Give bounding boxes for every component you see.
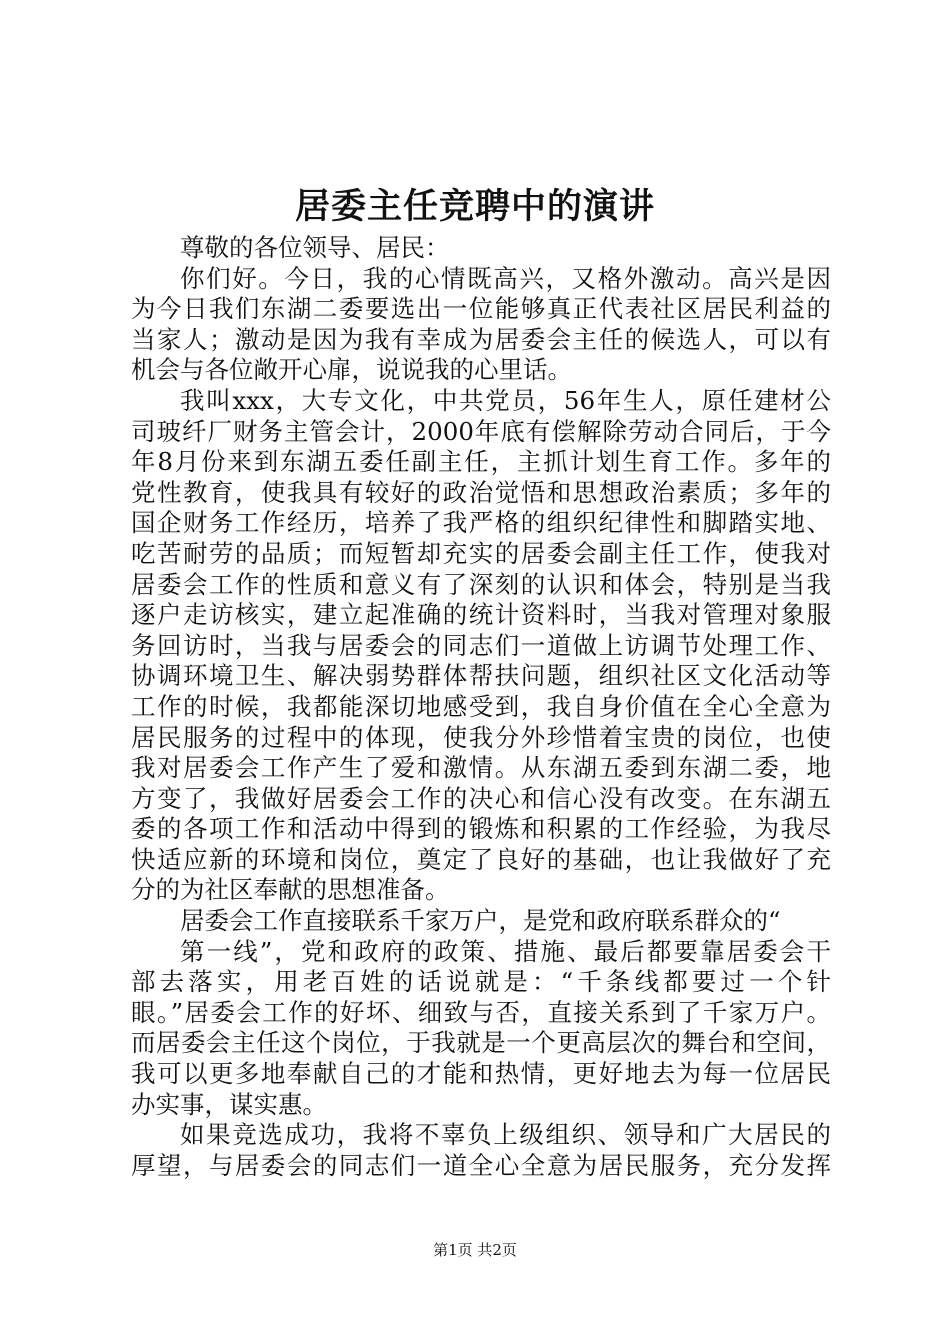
text-line: 国企财务工作经历，培养了我严格的组织纪律性和脚踏实地、 bbox=[131, 508, 831, 538]
text-line: 机会与各位敞开心扉，说说我的心里话。 bbox=[131, 355, 572, 385]
text-line: 党性教育，使我具有较好的政治觉悟和思想政治素质；多年的 bbox=[131, 477, 831, 507]
text-line: 居委会工作直接联系千家万户，是党和政府联系群众的“ bbox=[180, 906, 781, 936]
text-line: 逐户走访核实，建立起准确的统计资料时，当我对管理对象服 bbox=[131, 600, 831, 630]
text-line: 居民服务的过程中的体现，使我分外珍惜着宝贵的岗位，也使 bbox=[131, 722, 831, 752]
text-line: 工作的时候，我都能深切地感受到，我自身价值在全心全意为 bbox=[131, 691, 831, 721]
text-line: 办实事，谋实惠。 bbox=[131, 1089, 327, 1119]
text-line: 我对居委会工作产生了爱和激情。从东湖五委到东湖二委，地 bbox=[131, 753, 831, 783]
text-line: 部去落实，用老百姓的话说就是：“千条线都要过一个针 bbox=[131, 967, 831, 997]
document-title: 居委主任竞聘中的演讲 bbox=[294, 186, 655, 227]
text-line: 分的为社区奉献的思想准备。 bbox=[131, 875, 450, 905]
text-line: 司玻纤厂财务主管会计，2000年底有偿解除劳动合同后，于今 bbox=[131, 416, 831, 446]
document-body bbox=[131, 233, 831, 1181]
text-line: 委的各项工作和活动中得到的锻炼和积累的工作经验，为我尽 bbox=[131, 814, 831, 844]
text-line: 当家人；激动是因为我有幸成为居委会主任的候选人，可以有 bbox=[131, 324, 831, 354]
text-line: 快适应新的环境和岗位，奠定了良好的基础，也让我做好了充 bbox=[131, 844, 831, 874]
text-line: 年8月份来到东湖五委任副主任，主抓计划生育工作。多年的 bbox=[131, 447, 831, 477]
text-line: 尊敬的各位领导、居民： bbox=[180, 233, 450, 262]
text-line: 第一线”，党和政府的政策、措施、最后都要靠居委会干 bbox=[180, 936, 831, 966]
text-line: 务回访时，当我与居委会的同志们一道做上访调节处理工作、 bbox=[131, 630, 831, 660]
text-line: 厚望，与居委会的同志们一道全心全意为居民服务，充分发挥 bbox=[131, 1150, 831, 1180]
text-line: 协调环境卫生、解决弱势群体帮扶问题，组织社区文化活动等 bbox=[131, 661, 831, 691]
text-line: 我叫xxx，大专文化，中共党员，56年生人，原任建材公 bbox=[180, 385, 831, 415]
page-footer: 第1页 共2页 bbox=[433, 1241, 517, 1259]
text-line: 吃苦耐劳的品质；而短暂却充实的居委会副主任工作，使我对 bbox=[131, 538, 831, 568]
text-line: 方变了，我做好居委会工作的决心和信心没有改变。在东湖五 bbox=[131, 783, 831, 813]
text-line: 眼。”居委会工作的好坏、细致与否，直接关系到了千家万户。 bbox=[131, 997, 831, 1027]
text-line: 而居委会主任这个岗位，于我就是一个更高层次的舞台和空间， bbox=[131, 1028, 831, 1058]
text-line: 我可以更多地奉献自己的才能和热情，更好地去为每一位居民 bbox=[131, 1059, 831, 1089]
text-line: 你们好。今日，我的心情既高兴，又格外激动。高兴是因 bbox=[180, 263, 831, 293]
text-line: 居委会工作的性质和意义有了深刻的认识和体会，特别是当我 bbox=[131, 569, 831, 599]
text-line: 为今日我们东湖二委要选出一位能够真正代表社区居民利益的 bbox=[131, 294, 831, 324]
text-line: 如果竞选成功，我将不辜负上级组织、领导和广大居民的 bbox=[180, 1120, 831, 1150]
